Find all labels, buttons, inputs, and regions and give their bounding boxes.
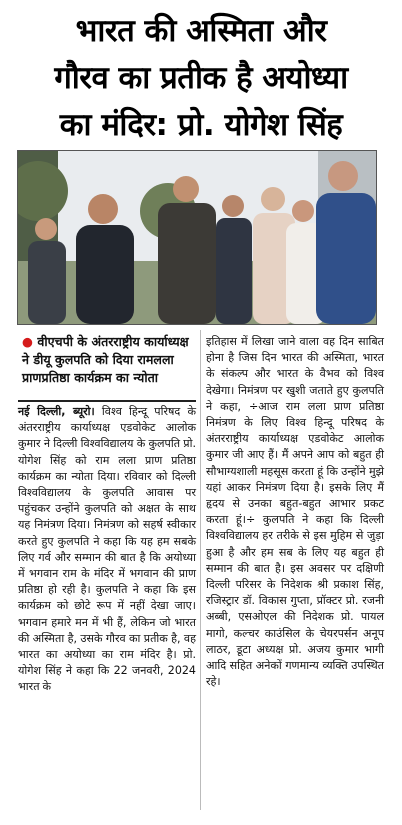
headline	[0, 8, 402, 149]
dateline: नई दिल्ली, ब्यूरो।	[18, 405, 95, 418]
caption-bullet-icon: ●	[22, 334, 33, 349]
caption-divider	[18, 400, 196, 402]
group-photo-icon	[18, 151, 376, 324]
article-column-right	[206, 334, 384, 690]
photo-caption	[22, 333, 200, 387]
column-divider	[200, 330, 201, 810]
article-body-left: विश्व हिन्दू परिषद के अंतरराष्ट्रीय कार्याध्यक्ष एडवोकेट आलोक कुमार ने दिल्ली विश्वविद्यालय के कुलपति प्रो. योगेश सिंह को राम लला प्राण प्रतिष्ठा कार्यक्रम का न्योता दिया। रविवार को दिल्ली विश्वविद्यालय के कुलपति आवास पर पहुंचकर उन्होंने कुलपति को अक्षत के साथ यह निमंत्रण दिया। निमंत्रण को सहर्ष स्वीकार करते हुए कुलपति ने कहा कि यह हम सबके लिए गर्व और सम्मान की बात है कि अयोध्या में भगवान राम के मंदिर में भगवान की प्राण प्रतिष्ठा हो रही है। कुलपति ने कहा कि इस कार्यक्रम को छोटे रूप में नहीं देखा जाए। भगवान हमारे मन में भी हैं, लेकिन जो भारत की अस्मिता है, उसके गौरव का प्रतीक है, वह भारत का अयोध्या का राम मंदिर है। प्रो. योगेश सिंह ने कहा कि 22 जनवरी, 2024 भारत के	[18, 405, 196, 694]
news-photo	[17, 150, 377, 325]
article-column-left	[18, 404, 196, 696]
headline-line-1: भारत की अस्मिता और	[75, 13, 327, 49]
headline-line-2: गौरव का प्रतीक है अयोध्या	[54, 60, 348, 96]
article-body-right: इतिहास में लिखा जाने वाला वह दिन साबित होना है जिस दिन भारत की अस्मिता, भारत के संकल्प और भारत के वैभव को विश्व देखेगा। निमंत्रण पर खुशी जताते हुए कुलपति ने कहा, ÷आज राम लला प्राण प्रतिष्ठा निमंत्रण के लिए विश्व हिन्दू परिषद के अंतरराष्ट्रीय कार्याध्यक्ष एडवोकेट आलोक कुमार जी आए हैं। मैं अपने आप को बहुत ही सौभाग्यशाली महसूस करता हूं कि उन्होंने मुझे यहां आकर निमंत्रण दिया है। इसके लिए मैं हृदय से उनका बहुत-बहुत आभार प्रकट करता हूं।÷ कुलपति ने कहा कि दिल्ली विश्वविद्यालय हर तरीके से इस मुहिम से जुड़ा हुआ है और हम सब के लिए यह बहुत ही सम्मान की बात है। इस अवसर पर दक्षिणी दिल्ली परिसर के निदेशक श्री प्रकाश सिंह, रजिस्ट्रार डॉ. विकास गुप्ता, प्रॉक्टर प्रो. रजनी अब्बी, एसओएल की निदेशक प्रो. पायल मागो, कल्चर काउंसिल के चेयरपर्सन अनूप लाठर, डूटा अध्यक्ष प्रो. अजय कुमार भागी आदि सहित अनेकों गणमान्य व्यक्ति उपस्थित रहे।	[206, 335, 384, 689]
caption-text: वीएचपी के अंतरराष्ट्रीय कार्याध्यक्ष ने डीयू कुलपति को दिया रामलला प्राणप्रतिष्ठा कार्यक्रम का न्योता	[22, 334, 189, 385]
headline-line-3: का मंदिर: प्रो. योगेश सिंह	[59, 107, 343, 143]
